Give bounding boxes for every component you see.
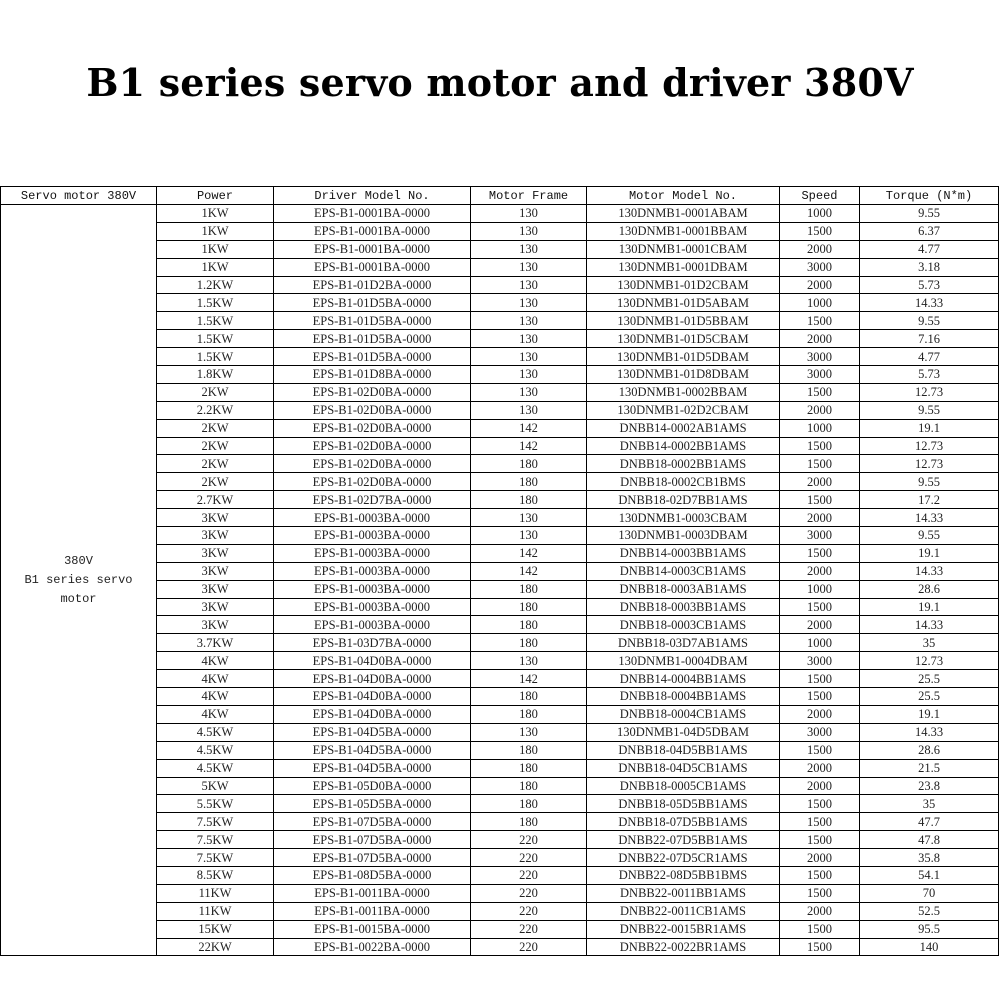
cell-power: 3KW — [157, 562, 274, 580]
cell-motor-frame: 180 — [471, 813, 587, 831]
cell-speed: 3000 — [780, 723, 860, 741]
cell-power: 11KW — [157, 884, 274, 902]
cell-motor-model: DNBB14-0003CB1AMS — [587, 562, 780, 580]
cell-speed: 1000 — [780, 419, 860, 437]
cell-torque: 14.33 — [860, 723, 999, 741]
cell-driver-model: EPS-B1-02D0BA-0000 — [274, 455, 471, 473]
cell-torque: 54.1 — [860, 866, 999, 884]
cell-motor-frame: 142 — [471, 419, 587, 437]
cell-motor-model: 130DNMB1-01D5BBAM — [587, 312, 780, 330]
cell-motor-model: DNBB14-0003BB1AMS — [587, 544, 780, 562]
cell-torque: 52.5 — [860, 902, 999, 920]
cell-driver-model: EPS-B1-0011BA-0000 — [274, 884, 471, 902]
cell-motor-frame: 130 — [471, 312, 587, 330]
cell-torque: 4.77 — [860, 348, 999, 366]
cell-driver-model: EPS-B1-04D0BA-0000 — [274, 670, 471, 688]
header-power: Power — [157, 187, 274, 205]
cell-torque: 14.33 — [860, 562, 999, 580]
cell-driver-model: EPS-B1-0003BA-0000 — [274, 598, 471, 616]
cell-motor-frame: 130 — [471, 258, 587, 276]
cell-torque: 70 — [860, 884, 999, 902]
header-servo-motor: Servo motor 380V — [1, 187, 157, 205]
cell-motor-model: DNBB18-0003CB1AMS — [587, 616, 780, 634]
cell-speed: 1500 — [780, 544, 860, 562]
cell-motor-model: DNBB18-0003BB1AMS — [587, 598, 780, 616]
cell-motor-frame: 180 — [471, 598, 587, 616]
cell-motor-frame: 220 — [471, 902, 587, 920]
cell-power: 3KW — [157, 598, 274, 616]
cell-speed: 3000 — [780, 527, 860, 545]
cell-speed: 2000 — [780, 240, 860, 258]
cell-power: 3KW — [157, 509, 274, 527]
cell-speed: 1500 — [780, 688, 860, 706]
cell-motor-frame: 142 — [471, 670, 587, 688]
cell-torque: 95.5 — [860, 920, 999, 938]
cell-motor-model: DNBB18-02D7BB1AMS — [587, 491, 780, 509]
cell-power: 4KW — [157, 652, 274, 670]
cell-motor-frame: 180 — [471, 491, 587, 509]
cell-power: 2KW — [157, 419, 274, 437]
cell-driver-model: EPS-B1-02D0BA-0000 — [274, 473, 471, 491]
cell-power: 3KW — [157, 580, 274, 598]
cell-power: 4.5KW — [157, 741, 274, 759]
cell-driver-model: EPS-B1-01D5BA-0000 — [274, 348, 471, 366]
cell-motor-model: 130DNMB1-0001ABAM — [587, 205, 780, 223]
cell-torque: 19.1 — [860, 705, 999, 723]
cell-torque: 28.6 — [860, 741, 999, 759]
cell-motor-frame: 180 — [471, 759, 587, 777]
cell-motor-frame: 142 — [471, 562, 587, 580]
cell-motor-model: 130DNMB1-0003DBAM — [587, 527, 780, 545]
cell-driver-model: EPS-B1-04D0BA-0000 — [274, 652, 471, 670]
cell-motor-frame: 130 — [471, 383, 587, 401]
cell-power: 4KW — [157, 688, 274, 706]
cell-motor-frame: 180 — [471, 634, 587, 652]
cell-speed: 1500 — [780, 884, 860, 902]
cell-speed: 2000 — [780, 759, 860, 777]
cell-driver-model: EPS-B1-02D7BA-0000 — [274, 491, 471, 509]
cell-motor-frame: 180 — [471, 455, 587, 473]
cell-torque: 6.37 — [860, 222, 999, 240]
cell-speed: 1500 — [780, 813, 860, 831]
cell-motor-model: DNBB22-07D5BB1AMS — [587, 831, 780, 849]
table-body — [1, 205, 999, 956]
cell-driver-model: EPS-B1-02D0BA-0000 — [274, 419, 471, 437]
cell-speed: 3000 — [780, 258, 860, 276]
cell-power: 3KW — [157, 616, 274, 634]
cell-driver-model: EPS-B1-04D5BA-0000 — [274, 723, 471, 741]
cell-speed: 2000 — [780, 705, 860, 723]
cell-speed: 1500 — [780, 866, 860, 884]
cell-motor-frame: 130 — [471, 222, 587, 240]
cell-driver-model: EPS-B1-01D5BA-0000 — [274, 312, 471, 330]
cell-torque: 19.1 — [860, 544, 999, 562]
cell-torque: 35 — [860, 795, 999, 813]
cell-motor-frame: 220 — [471, 866, 587, 884]
cell-speed: 2000 — [780, 473, 860, 491]
cell-power: 1.5KW — [157, 348, 274, 366]
cell-motor-model: DNBB22-0015BR1AMS — [587, 920, 780, 938]
cell-power: 1KW — [157, 240, 274, 258]
cell-torque: 4.77 — [860, 240, 999, 258]
cell-motor-model: 130DNMB1-0002BBAM — [587, 383, 780, 401]
cell-driver-model: EPS-B1-07D5BA-0000 — [274, 849, 471, 867]
cell-driver-model: EPS-B1-0003BA-0000 — [274, 527, 471, 545]
cell-torque: 47.7 — [860, 813, 999, 831]
group-label-line: B1 series servo — [24, 572, 133, 587]
cell-torque: 5.73 — [860, 276, 999, 294]
cell-driver-model: EPS-B1-01D5BA-0000 — [274, 330, 471, 348]
cell-motor-frame: 180 — [471, 688, 587, 706]
cell-speed: 1000 — [780, 580, 860, 598]
cell-motor-model: 130DNMB1-0004DBAM — [587, 652, 780, 670]
cell-torque: 9.55 — [860, 401, 999, 419]
cell-power: 1.2KW — [157, 276, 274, 294]
cell-torque: 25.5 — [860, 670, 999, 688]
cell-driver-model: EPS-B1-0001BA-0000 — [274, 258, 471, 276]
cell-power: 2.7KW — [157, 491, 274, 509]
cell-power: 2KW — [157, 473, 274, 491]
cell-speed: 1500 — [780, 491, 860, 509]
group-label-line: motor — [60, 591, 97, 606]
cell-power: 3.7KW — [157, 634, 274, 652]
cell-power: 1.5KW — [157, 294, 274, 312]
cell-speed: 2000 — [780, 509, 860, 527]
cell-driver-model: EPS-B1-0003BA-0000 — [274, 544, 471, 562]
cell-power: 1KW — [157, 258, 274, 276]
cell-motor-model: 130DNMB1-02D2CBAM — [587, 401, 780, 419]
cell-power: 7.5KW — [157, 813, 274, 831]
cell-power: 4.5KW — [157, 723, 274, 741]
cell-torque: 35.8 — [860, 849, 999, 867]
cell-driver-model: EPS-B1-02D0BA-0000 — [274, 437, 471, 455]
cell-motor-frame: 180 — [471, 777, 587, 795]
cell-driver-model: EPS-B1-01D8BA-0000 — [274, 366, 471, 384]
cell-driver-model: EPS-B1-0015BA-0000 — [274, 920, 471, 938]
cell-motor-frame: 220 — [471, 831, 587, 849]
cell-driver-model: EPS-B1-0001BA-0000 — [274, 240, 471, 258]
cell-power: 11KW — [157, 902, 274, 920]
cell-torque: 12.73 — [860, 455, 999, 473]
cell-speed: 2000 — [780, 276, 860, 294]
cell-torque: 28.6 — [860, 580, 999, 598]
cell-torque: 140 — [860, 938, 999, 956]
cell-motor-frame: 180 — [471, 616, 587, 634]
cell-speed: 1000 — [780, 634, 860, 652]
cell-motor-model: DNBB18-05D5BB1AMS — [587, 795, 780, 813]
cell-speed: 1500 — [780, 455, 860, 473]
cell-speed: 2000 — [780, 401, 860, 419]
cell-motor-model: 130DNMB1-0001BBAM — [587, 222, 780, 240]
cell-motor-frame: 180 — [471, 580, 587, 598]
cell-power: 1KW — [157, 205, 274, 223]
cell-speed: 1500 — [780, 598, 860, 616]
cell-speed: 1500 — [780, 383, 860, 401]
cell-motor-frame: 180 — [471, 473, 587, 491]
cell-speed: 1500 — [780, 920, 860, 938]
cell-motor-model: 130DNMB1-04D5DBAM — [587, 723, 780, 741]
cell-driver-model: EPS-B1-0003BA-0000 — [274, 616, 471, 634]
cell-motor-model: DNBB18-03D7AB1AMS — [587, 634, 780, 652]
group-label-line: 380V — [64, 553, 93, 568]
cell-power: 3KW — [157, 544, 274, 562]
cell-motor-model: DNBB22-07D5CR1AMS — [587, 849, 780, 867]
cell-torque: 9.55 — [860, 205, 999, 223]
cell-motor-frame: 130 — [471, 401, 587, 419]
cell-motor-model: DNBB22-08D5BB1BMS — [587, 866, 780, 884]
cell-driver-model: EPS-B1-01D5BA-0000 — [274, 294, 471, 312]
cell-motor-model: DNBB18-07D5BB1AMS — [587, 813, 780, 831]
cell-motor-model: DNBB14-0002AB1AMS — [587, 419, 780, 437]
cell-speed: 1500 — [780, 741, 860, 759]
cell-motor-frame: 130 — [471, 240, 587, 258]
cell-driver-model: EPS-B1-05D5BA-0000 — [274, 795, 471, 813]
cell-driver-model: EPS-B1-01D2BA-0000 — [274, 276, 471, 294]
cell-power: 22KW — [157, 938, 274, 956]
cell-driver-model: EPS-B1-04D5BA-0000 — [274, 759, 471, 777]
cell-speed: 3000 — [780, 652, 860, 670]
cell-torque: 9.55 — [860, 473, 999, 491]
cell-speed: 2000 — [780, 562, 860, 580]
cell-speed: 1500 — [780, 437, 860, 455]
cell-torque: 47.8 — [860, 831, 999, 849]
cell-power: 2KW — [157, 437, 274, 455]
cell-motor-model: DNBB18-0005CB1AMS — [587, 777, 780, 795]
cell-driver-model: EPS-B1-03D7BA-0000 — [274, 634, 471, 652]
cell-speed: 2000 — [780, 902, 860, 920]
cell-power: 7.5KW — [157, 849, 274, 867]
cell-torque: 14.33 — [860, 294, 999, 312]
cell-motor-model: 130DNMB1-01D5CBAM — [587, 330, 780, 348]
cell-motor-frame: 180 — [471, 705, 587, 723]
cell-driver-model: EPS-B1-0001BA-0000 — [274, 222, 471, 240]
cell-motor-frame: 220 — [471, 849, 587, 867]
cell-torque: 9.55 — [860, 527, 999, 545]
cell-torque: 9.55 — [860, 312, 999, 330]
cell-motor-model: 130DNMB1-0003CBAM — [587, 509, 780, 527]
cell-speed: 1500 — [780, 831, 860, 849]
spec-table — [0, 186, 999, 956]
cell-driver-model: EPS-B1-05D0BA-0000 — [274, 777, 471, 795]
page-title: B1 series servo motor and driver 380V — [86, 60, 914, 105]
cell-power: 4KW — [157, 705, 274, 723]
cell-power: 4KW — [157, 670, 274, 688]
cell-motor-model: 130DNMB1-0001DBAM — [587, 258, 780, 276]
cell-motor-frame: 142 — [471, 544, 587, 562]
cell-motor-frame: 220 — [471, 920, 587, 938]
cell-motor-frame: 220 — [471, 938, 587, 956]
cell-motor-frame: 130 — [471, 276, 587, 294]
cell-motor-model: DNBB14-0004BB1AMS — [587, 670, 780, 688]
cell-power: 4.5KW — [157, 759, 274, 777]
cell-driver-model: EPS-B1-0022BA-0000 — [274, 938, 471, 956]
cell-motor-frame: 130 — [471, 509, 587, 527]
cell-motor-frame: 130 — [471, 527, 587, 545]
header-motor-model: Motor Model No. — [587, 187, 780, 205]
cell-driver-model: EPS-B1-02D0BA-0000 — [274, 383, 471, 401]
cell-speed: 1500 — [780, 938, 860, 956]
cell-torque: 12.73 — [860, 437, 999, 455]
cell-power: 8.5KW — [157, 866, 274, 884]
cell-power: 1.5KW — [157, 330, 274, 348]
cell-motor-frame: 180 — [471, 741, 587, 759]
cell-motor-model: DNBB18-04D5CB1AMS — [587, 759, 780, 777]
cell-power: 2.2KW — [157, 401, 274, 419]
cell-motor-frame: 130 — [471, 652, 587, 670]
cell-speed: 2000 — [780, 777, 860, 795]
header-motor-frame: Motor Frame — [471, 187, 587, 205]
cell-power: 1.5KW — [157, 312, 274, 330]
cell-torque: 7.16 — [860, 330, 999, 348]
cell-torque: 14.33 — [860, 509, 999, 527]
cell-driver-model: EPS-B1-07D5BA-0000 — [274, 831, 471, 849]
table-row — [1, 205, 999, 223]
cell-torque: 35 — [860, 634, 999, 652]
cell-speed: 2000 — [780, 849, 860, 867]
cell-driver-model: EPS-B1-0003BA-0000 — [274, 562, 471, 580]
cell-power: 1.8KW — [157, 366, 274, 384]
cell-driver-model: EPS-B1-07D5BA-0000 — [274, 813, 471, 831]
cell-motor-model: DNBB22-0011BB1AMS — [587, 884, 780, 902]
cell-speed: 1000 — [780, 294, 860, 312]
cell-motor-frame: 220 — [471, 884, 587, 902]
cell-driver-model: EPS-B1-08D5BA-0000 — [274, 866, 471, 884]
cell-torque: 3.18 — [860, 258, 999, 276]
cell-motor-frame: 130 — [471, 294, 587, 312]
group-label-cell — [1, 205, 157, 956]
cell-motor-model: DNBB18-04D5BB1AMS — [587, 741, 780, 759]
cell-motor-frame: 130 — [471, 205, 587, 223]
cell-motor-frame: 130 — [471, 348, 587, 366]
cell-power: 2KW — [157, 383, 274, 401]
cell-torque: 14.33 — [860, 616, 999, 634]
cell-speed: 1500 — [780, 312, 860, 330]
cell-motor-frame: 130 — [471, 366, 587, 384]
cell-torque: 17.2 — [860, 491, 999, 509]
cell-motor-model: DNBB18-0004CB1AMS — [587, 705, 780, 723]
cell-speed: 1500 — [780, 222, 860, 240]
cell-speed: 1500 — [780, 670, 860, 688]
cell-power: 5.5KW — [157, 795, 274, 813]
cell-motor-model: DNBB14-0002BB1AMS — [587, 437, 780, 455]
cell-speed: 3000 — [780, 366, 860, 384]
cell-motor-frame: 130 — [471, 330, 587, 348]
cell-motor-model: 130DNMB1-01D5DBAM — [587, 348, 780, 366]
cell-driver-model: EPS-B1-0003BA-0000 — [274, 580, 471, 598]
cell-speed: 2000 — [780, 616, 860, 634]
cell-motor-model: DNBB18-0004BB1AMS — [587, 688, 780, 706]
cell-torque: 19.1 — [860, 419, 999, 437]
cell-driver-model: EPS-B1-02D0BA-0000 — [274, 401, 471, 419]
cell-motor-model: DNBB18-0003AB1AMS — [587, 580, 780, 598]
cell-torque: 25.5 — [860, 688, 999, 706]
cell-torque: 21.5 — [860, 759, 999, 777]
cell-motor-model: 130DNMB1-01D5ABAM — [587, 294, 780, 312]
cell-speed: 1500 — [780, 795, 860, 813]
cell-driver-model: EPS-B1-04D5BA-0000 — [274, 741, 471, 759]
cell-driver-model: EPS-B1-04D0BA-0000 — [274, 705, 471, 723]
cell-motor-frame: 180 — [471, 795, 587, 813]
cell-power: 2KW — [157, 455, 274, 473]
cell-torque: 5.73 — [860, 366, 999, 384]
header-speed: Speed — [780, 187, 860, 205]
cell-motor-model: 130DNMB1-01D2CBAM — [587, 276, 780, 294]
header-torque: Torque (N*m) — [860, 187, 999, 205]
cell-motor-frame: 142 — [471, 437, 587, 455]
cell-power: 7.5KW — [157, 831, 274, 849]
table-header-row — [1, 187, 999, 205]
cell-torque: 12.73 — [860, 383, 999, 401]
cell-driver-model: EPS-B1-0003BA-0000 — [274, 509, 471, 527]
header-driver-model: Driver Model No. — [274, 187, 471, 205]
cell-power: 15KW — [157, 920, 274, 938]
cell-power: 5KW — [157, 777, 274, 795]
cell-torque: 12.73 — [860, 652, 999, 670]
cell-motor-model: DNBB18-0002BB1AMS — [587, 455, 780, 473]
cell-driver-model: EPS-B1-04D0BA-0000 — [274, 688, 471, 706]
cell-motor-model: 130DNMB1-0001CBAM — [587, 240, 780, 258]
cell-motor-model: DNBB22-0011CB1AMS — [587, 902, 780, 920]
cell-driver-model: EPS-B1-0011BA-0000 — [274, 902, 471, 920]
cell-speed: 1000 — [780, 205, 860, 223]
cell-power: 3KW — [157, 527, 274, 545]
cell-speed: 2000 — [780, 330, 860, 348]
cell-torque: 23.8 — [860, 777, 999, 795]
cell-power: 1KW — [157, 222, 274, 240]
cell-speed: 3000 — [780, 348, 860, 366]
cell-motor-model: DNBB22-0022BR1AMS — [587, 938, 780, 956]
cell-motor-frame: 130 — [471, 723, 587, 741]
cell-driver-model: EPS-B1-0001BA-0000 — [274, 205, 471, 223]
cell-motor-model: 130DNMB1-01D8DBAM — [587, 366, 780, 384]
cell-torque: 19.1 — [860, 598, 999, 616]
cell-motor-model: DNBB18-0002CB1BMS — [587, 473, 780, 491]
